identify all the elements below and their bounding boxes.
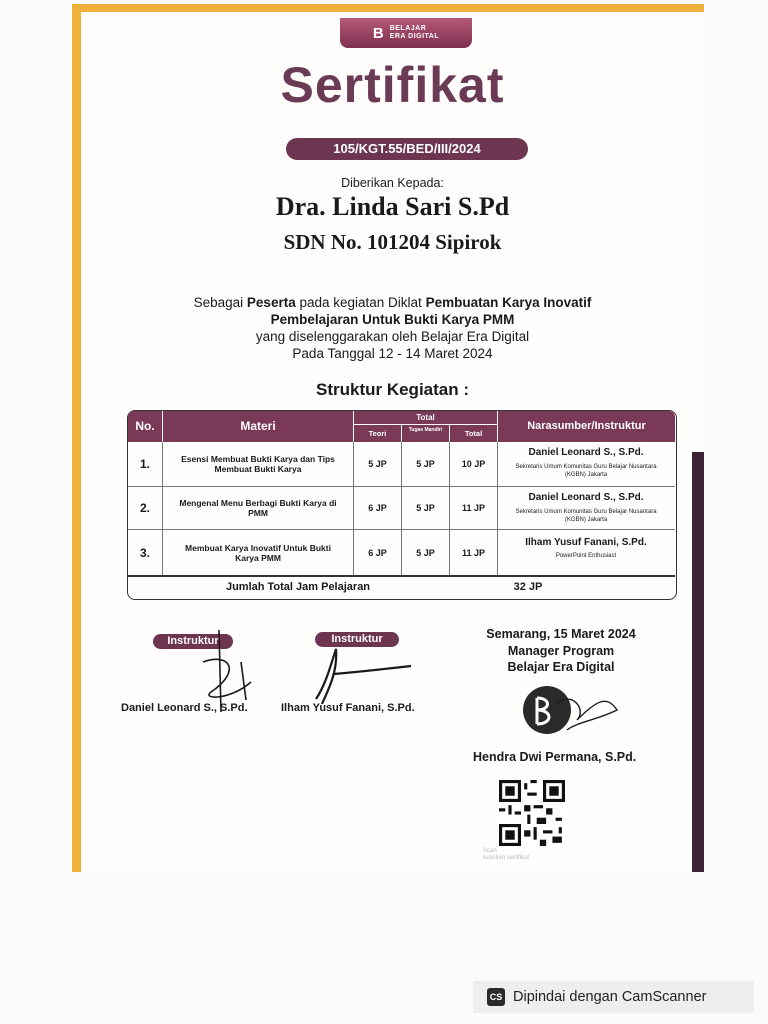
recipient-name: Dra. Linda Sari S.Pd [275, 192, 510, 221]
program-title-b: Pembelajaran Untuk Bukti Karya PMM [270, 312, 515, 327]
row2-role: Sekretaris Umum Komunitas Guru Belajar Nusantara (KGBN) Jakarta [515, 509, 657, 523]
total-hours-value: 32 JP [513, 581, 543, 593]
certificate-title: Sertifikat [280, 57, 505, 113]
manager-position: Manager Program [507, 643, 615, 658]
row1-total: 10 JP [461, 459, 486, 469]
header-materi: Materi [163, 411, 353, 442]
camscanner-watermark [473, 981, 754, 1013]
row3-total: 11 JP [461, 547, 486, 558]
row3-no: 3. [139, 545, 150, 560]
logo-line1: BELAJAR [389, 25, 427, 32]
row1-role: Sekretaris Umum Komunitas Guru Belajar Nusantara (KGBN) Jakarta [515, 464, 657, 478]
row1-tugas: 5 JP [416, 459, 435, 469]
header-teori: Teori [354, 425, 401, 442]
logo-line2: ERA DIGITAL [389, 33, 440, 40]
manager-block [461, 626, 661, 676]
header-tugas: Tugas Mandiri [402, 425, 449, 442]
row1-materi: Esensi Membuat Bukti Karya dan Tips Membuat Bukti Karya [181, 454, 335, 474]
activity-table [127, 410, 677, 600]
row2-materi: Mengenal Menu Berbagi Bukti Karya di PMM [179, 498, 337, 518]
structure-title: Struktur Kegiatan : [315, 380, 470, 399]
row3-tugas: 5 JP [416, 547, 435, 558]
place-date: Semarang, 15 Maret 2024 [486, 627, 636, 641]
row3-teori: 6 JP [368, 547, 387, 558]
certificate-description: Sebagai Peserta pada kegiatan Diklat Pembuatan Karya Inovatif Pembelajaran Untuk Bukti Karya PMM yang diselenggarakan oleh Belajar Era Digital Pada Tanggal 12 - 14 Maret 2024 [193, 295, 592, 361]
header-total: Total [354, 411, 497, 424]
row1-no: 1. [139, 457, 150, 471]
program-title-a: Pembuatan Karya Inovatif [425, 295, 592, 310]
instructor-label-middle: Instruktur [315, 632, 399, 647]
recipient-school: SDN No. 101204 Sipirok [283, 230, 502, 254]
manager-org: Belajar Era Digital [507, 660, 615, 674]
row2-no: 2. [139, 501, 150, 515]
signer-left-name: Daniel Leonard S., S.Pd. [121, 702, 248, 714]
row3-role: PowerPoint Enthusiast [555, 553, 617, 559]
row2-tugas: 5 JP [416, 503, 435, 513]
certificate-paper [72, 4, 704, 872]
row3-narasumber: Ilham Yusuf Fanani, S.Pd. [525, 536, 647, 548]
organizer-text: yang diselenggarakan oleh Belajar Era Digital [255, 329, 530, 344]
row2-total: 11 JP [461, 503, 486, 513]
total-hours-label: Jumlah Total Jam Pelajaran [225, 581, 371, 593]
role-text: Peserta [246, 295, 296, 310]
qr-caption: Scan keaslian sertifikat [483, 848, 530, 861]
verification-qr-code[interactable] [499, 780, 565, 846]
row1-narasumber: Daniel Leonard S., S.Pd. [528, 446, 644, 458]
camscanner-text: Dipindai dengan CamScanner [513, 989, 707, 1005]
brand-logo [340, 18, 472, 48]
logo-letter: B [372, 24, 384, 42]
row2-narasumber: Daniel Leonard S., S.Pd. [528, 491, 644, 503]
event-date: Pada Tanggal 12 - 14 Maret 2024 [292, 346, 493, 361]
row3-materi: Membuat Karya Inovatif Untuk Bukti Karya PMM [185, 542, 331, 563]
manager-stamp-signature [517, 680, 627, 740]
row1-teori: 5 JP [368, 459, 387, 469]
header-no: No. [128, 411, 162, 442]
instructor-label-left: Instruktur [153, 634, 233, 649]
header-total-sub: Total [450, 425, 497, 442]
manager-name: Hendra Dwi Permana, S.Pd. [473, 750, 637, 764]
given-to-label: Diberikan Kepada: [341, 176, 444, 190]
certificate-number: 105/KGT.55/BED/III/2024 [286, 138, 528, 160]
right-accent-bar [692, 452, 704, 872]
header-narasumber: Narasumber/Instruktur [498, 411, 675, 442]
signer-middle-name: Ilham Yusuf Fanani, S.Pd. [281, 702, 415, 714]
camscanner-icon: CS [487, 988, 505, 1006]
row2-teori: 6 JP [368, 503, 387, 513]
